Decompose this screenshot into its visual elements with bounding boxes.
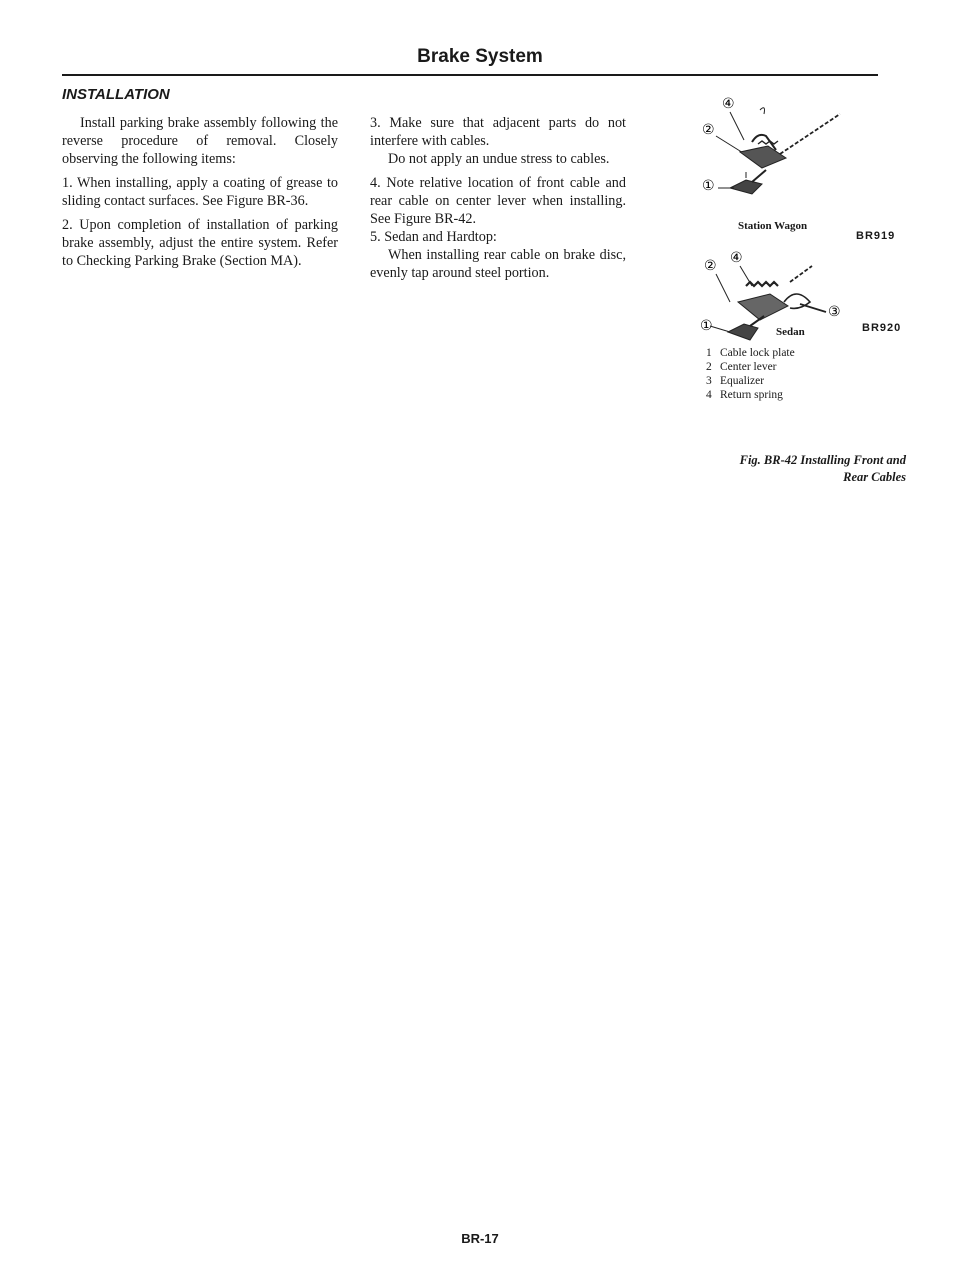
station-wagon-label: Station Wagon (738, 220, 808, 232)
step-3: 3. Make sure that adjacent parts do not interfere with cables. (370, 115, 626, 149)
step-4: 4. Note relative location of front cable and rear cable on center lever when installing. See Figure BR-42. (370, 175, 626, 227)
step-1: 1. When installing, apply a coating of grease to sliding contact surfaces. See Figure BR-36. (62, 175, 338, 209)
station-wagon-figure-code: BR919 (856, 230, 896, 242)
callout-1: ① (702, 178, 715, 194)
text-column-middle (370, 114, 626, 288)
callout-1: ① (700, 318, 713, 334)
sedan-label: Sedan (776, 326, 805, 338)
page-header: Brake System (417, 46, 543, 67)
figure-caption-line-1: Fig. BR-42 Installing Front and (739, 453, 906, 467)
header-rule (62, 74, 878, 76)
legend-item: 4 Return spring (706, 389, 783, 401)
sedan-figure-code: BR920 (862, 322, 902, 334)
figure-caption-line-2: Rear Cables (843, 470, 906, 484)
step-5-note: When installing rear cable on brake disc, evenly tap around steel portion. (370, 247, 626, 281)
intro-paragraph: Install parking brake assembly following the reverse procedure of removal. Closely observing the following items: (62, 115, 338, 167)
page-number: BR-17 (461, 1231, 499, 1246)
section-title: INSTALLATION (62, 86, 170, 103)
figure-legend (706, 346, 795, 402)
legend-item: 3 Equalizer (706, 375, 765, 387)
legend-item: 1 Cable lock plate (706, 347, 795, 359)
step-2: 2. Upon completion of installation of parking brake assembly, adjust the entire system. Refer to Checking Parking Brake (Section MA). (62, 217, 338, 269)
text-column-left (62, 114, 338, 276)
step-3-note: Do not apply an undue stress to cables. (388, 151, 610, 167)
callout-4: ④ (730, 250, 743, 266)
station-wagon-illustration (700, 92, 860, 222)
callout-2: ② (704, 258, 717, 274)
callout-2: ② (702, 122, 715, 138)
callout-3: ③ (828, 304, 841, 320)
legend-item: 2 Center lever (706, 361, 777, 373)
callout-4: ④ (722, 96, 735, 112)
step-5: 5. Sedan and Hardtop: (370, 229, 497, 245)
figure-caption (690, 452, 906, 486)
